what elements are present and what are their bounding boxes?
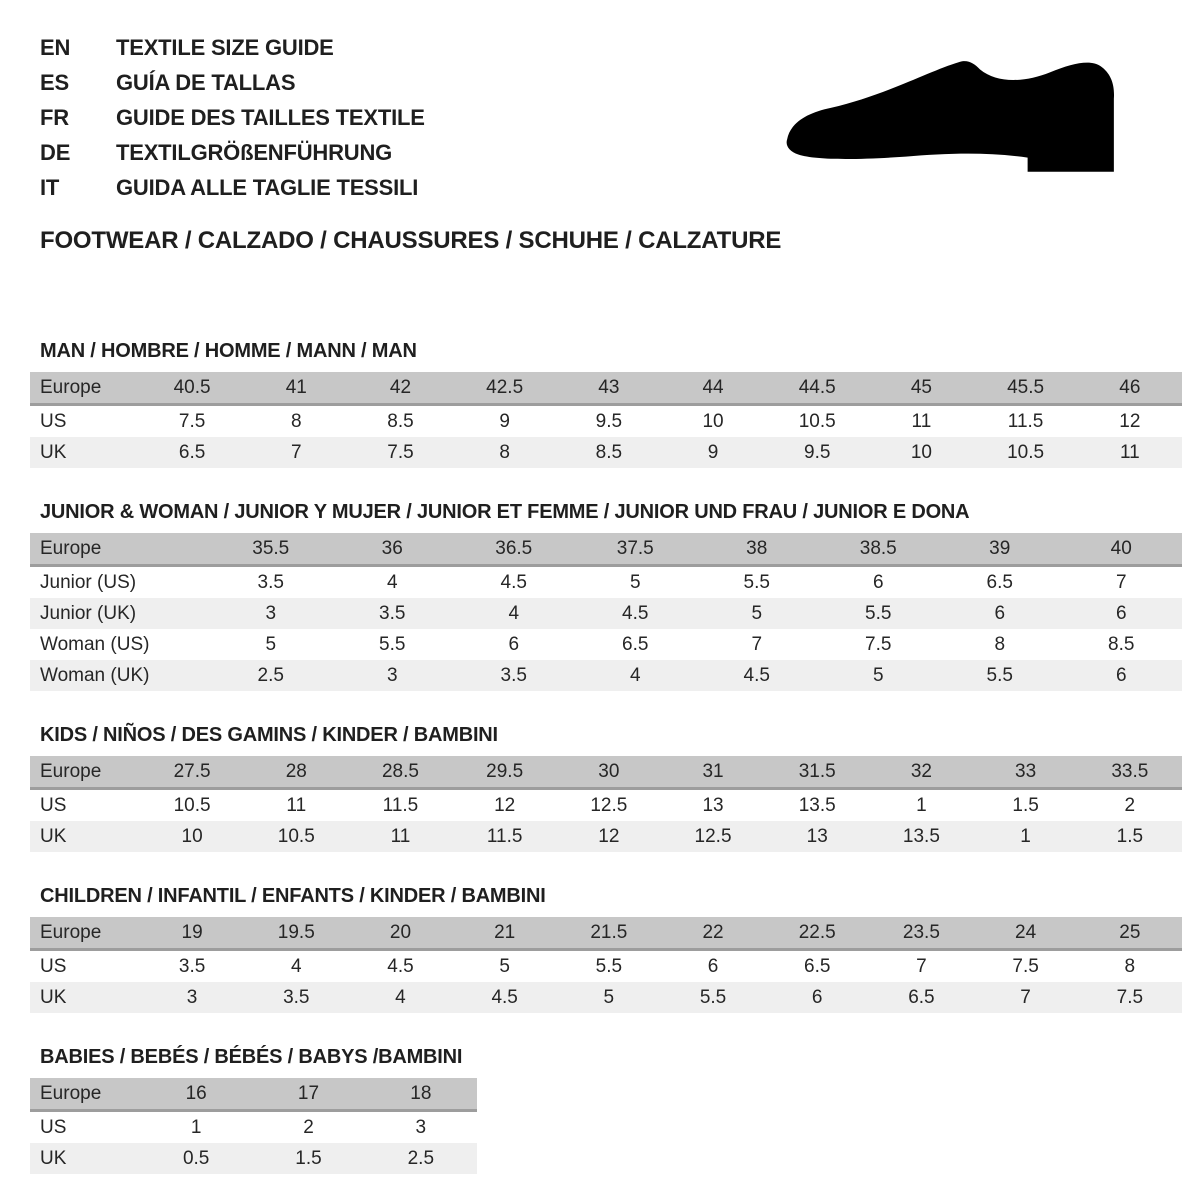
size-cell: 3 — [365, 1111, 477, 1144]
size-cell: 28.5 — [348, 756, 452, 789]
row-label: US — [30, 789, 140, 822]
size-cell: 27.5 — [140, 756, 244, 789]
size-cell: 4 — [332, 566, 454, 599]
size-table-man — [30, 372, 1182, 468]
size-cell: 8 — [453, 437, 557, 468]
section-title: JUNIOR & WOMAN / JUNIOR Y MUJER / JUNIOR ET FEMME / JUNIOR UND FRAU / JUNIOR E DONA — [40, 501, 970, 523]
size-cell: 8.5 — [557, 437, 661, 468]
size-cell: 5 — [453, 950, 557, 983]
size-cell: 13 — [661, 789, 765, 822]
size-cell: 4 — [453, 598, 575, 629]
size-cell: 43 — [557, 372, 661, 405]
size-cell: 7.5 — [1078, 982, 1182, 1013]
row-label: Junior (US) — [30, 566, 210, 599]
size-section-kids — [30, 724, 1200, 852]
language-code: IT — [40, 175, 60, 200]
row-label: Europe — [30, 917, 140, 950]
size-table-babies — [30, 1078, 477, 1174]
size-cell: 7.5 — [974, 950, 1078, 983]
size-cell: 45 — [869, 372, 973, 405]
size-cell: 12.5 — [661, 821, 765, 852]
table-row — [30, 660, 1182, 691]
language-code: FR — [40, 105, 69, 130]
size-cell: 17 — [252, 1078, 364, 1111]
size-cell: 3.5 — [453, 660, 575, 691]
size-cell: 6 — [661, 950, 765, 983]
size-cell: 30 — [557, 756, 661, 789]
size-cell: 5 — [575, 566, 697, 599]
size-cell: 3.5 — [332, 598, 454, 629]
language-guide-title: TEXTILE SIZE GUIDE — [116, 35, 334, 60]
size-cell: 36 — [332, 533, 454, 566]
size-cell: 11.5 — [348, 789, 452, 822]
size-cell: 6.5 — [939, 566, 1061, 599]
size-cell: 7.5 — [140, 405, 244, 438]
size-cell: 1.5 — [252, 1143, 364, 1174]
size-cell: 8 — [1078, 950, 1182, 983]
category-heading: FOOTWEAR / CALZADO / CHAUSSURES / SCHUHE / CALZATURE — [40, 227, 782, 254]
size-cell: 4.5 — [348, 950, 452, 983]
size-cell: 32 — [869, 756, 973, 789]
size-cell: 40.5 — [140, 372, 244, 405]
section-title: KIDS / NIÑOS / DES GAMINS / KINDER / BAMBINI — [40, 724, 498, 746]
size-cell: 3.5 — [140, 950, 244, 983]
size-cell: 11 — [869, 405, 973, 438]
size-cell: 44 — [661, 372, 765, 405]
row-label: UK — [30, 1143, 140, 1174]
size-cell: 21 — [453, 917, 557, 950]
language-guide-title: GUIDE DES TAILLES TEXTILE — [116, 105, 425, 130]
size-cell: 5.5 — [818, 598, 940, 629]
table-row — [30, 982, 1182, 1013]
size-cell: 4.5 — [575, 598, 697, 629]
size-cell: 18 — [365, 1078, 477, 1111]
row-label: Woman (US) — [30, 629, 210, 660]
size-section-children — [30, 885, 1200, 1013]
size-cell: 8 — [939, 629, 1061, 660]
table-row — [30, 950, 1182, 983]
table-row — [30, 1111, 477, 1144]
size-cell: 8.5 — [1061, 629, 1183, 660]
language-guide-title: GUIDA ALLE TAGLIE TESSILI — [116, 175, 419, 200]
row-label: US — [30, 405, 140, 438]
table-row — [30, 789, 1182, 822]
table-header-row — [30, 1078, 477, 1111]
size-cell: 31 — [661, 756, 765, 789]
row-label: Europe — [30, 756, 140, 789]
table-header-row — [30, 533, 1182, 566]
size-cell: 5.5 — [696, 566, 818, 599]
size-cell: 29.5 — [453, 756, 557, 789]
language-guide-title: TEXTILGRÖßENFÜHRUNG — [116, 140, 393, 165]
row-label: UK — [30, 821, 140, 852]
section-title: MAN / HOMBRE / HOMME / MANN / MAN — [40, 340, 417, 362]
table-row — [30, 598, 1182, 629]
size-cell: 39 — [939, 533, 1061, 566]
size-cell: 11 — [348, 821, 452, 852]
table-row — [30, 629, 1182, 660]
size-cell: 42.5 — [453, 372, 557, 405]
size-cell: 35.5 — [210, 533, 332, 566]
size-cell: 9 — [453, 405, 557, 438]
size-cell: 5 — [557, 982, 661, 1013]
size-cell: 12 — [557, 821, 661, 852]
language-code: ES — [40, 70, 69, 95]
table-header-row — [30, 756, 1182, 789]
size-cell: 6 — [1061, 660, 1183, 691]
size-cell: 19.5 — [244, 917, 348, 950]
table-row — [30, 566, 1182, 599]
row-label: Europe — [30, 1078, 140, 1111]
size-cell: 1.5 — [1078, 821, 1182, 852]
size-cell: 38.5 — [818, 533, 940, 566]
size-cell: 13 — [765, 821, 869, 852]
size-cell: 45.5 — [974, 372, 1078, 405]
row-label: US — [30, 1111, 140, 1144]
size-cell: 12 — [1078, 405, 1182, 438]
section-title: BABIES / BEBÉS / BÉBÉS / BABYS /BAMBINI — [40, 1046, 463, 1068]
size-cell: 42 — [348, 372, 452, 405]
size-cell: 7 — [244, 437, 348, 468]
size-cell: 3.5 — [210, 566, 332, 599]
table-header-row — [30, 917, 1182, 950]
size-cell: 3.5 — [244, 982, 348, 1013]
size-tables — [30, 340, 1200, 1174]
size-cell: 13.5 — [765, 789, 869, 822]
size-cell: 6.5 — [765, 950, 869, 983]
size-table-junior-woman — [30, 533, 1182, 691]
size-cell: 23.5 — [869, 917, 973, 950]
size-cell: 28 — [244, 756, 348, 789]
size-cell: 6.5 — [140, 437, 244, 468]
table-row — [30, 405, 1182, 438]
header — [30, 30, 1200, 205]
size-cell: 6 — [939, 598, 1061, 629]
size-cell: 20 — [348, 917, 452, 950]
language-guide-title: GUÍA DE TALLAS — [116, 70, 296, 95]
size-cell: 7.5 — [818, 629, 940, 660]
size-cell: 12 — [453, 789, 557, 822]
size-cell: 38 — [696, 533, 818, 566]
size-cell: 22 — [661, 917, 765, 950]
size-cell: 24 — [974, 917, 1078, 950]
size-cell: 7 — [869, 950, 973, 983]
size-cell: 11 — [1078, 437, 1182, 468]
size-cell: 1 — [869, 789, 973, 822]
size-table-kids — [30, 756, 1182, 852]
size-cell: 6 — [1061, 598, 1183, 629]
size-cell: 10.5 — [765, 405, 869, 438]
size-cell: 31.5 — [765, 756, 869, 789]
size-cell: 2 — [252, 1111, 364, 1144]
size-cell: 3 — [140, 982, 244, 1013]
row-label: Woman (UK) — [30, 660, 210, 691]
language-code: DE — [40, 140, 71, 165]
table-row — [30, 821, 1182, 852]
table-row — [30, 437, 1182, 468]
size-cell: 33 — [974, 756, 1078, 789]
size-cell: 44.5 — [765, 372, 869, 405]
size-cell: 1 — [140, 1111, 252, 1144]
size-cell: 11 — [244, 789, 348, 822]
section-title: CHILDREN / INFANTIL / ENFANTS / KINDER / BAMBINI — [40, 885, 546, 907]
size-cell: 11.5 — [974, 405, 1078, 438]
size-cell: 5.5 — [332, 629, 454, 660]
size-cell: 7 — [974, 982, 1078, 1013]
size-cell: 11.5 — [453, 821, 557, 852]
size-cell: 8.5 — [348, 405, 452, 438]
size-cell: 19 — [140, 917, 244, 950]
size-cell: 2.5 — [210, 660, 332, 691]
size-cell: 36.5 — [453, 533, 575, 566]
size-cell: 5.5 — [557, 950, 661, 983]
size-cell: 3 — [332, 660, 454, 691]
size-cell: 46 — [1078, 372, 1182, 405]
size-cell: 1 — [974, 821, 1078, 852]
size-cell: 41 — [244, 372, 348, 405]
row-label: UK — [30, 982, 140, 1013]
row-label: US — [30, 950, 140, 983]
size-cell: 0.5 — [140, 1143, 252, 1174]
size-cell: 6.5 — [869, 982, 973, 1013]
size-cell: 9.5 — [557, 405, 661, 438]
size-cell: 2 — [1078, 789, 1182, 822]
size-cell: 5 — [818, 660, 940, 691]
size-cell: 10 — [869, 437, 973, 468]
size-cell: 6 — [453, 629, 575, 660]
size-cell: 4.5 — [453, 982, 557, 1013]
table-row — [30, 1143, 477, 1174]
size-cell: 6.5 — [575, 629, 697, 660]
size-section-man — [30, 340, 1200, 468]
size-cell: 4 — [348, 982, 452, 1013]
size-cell: 3 — [210, 598, 332, 629]
size-cell: 7.5 — [348, 437, 452, 468]
size-cell: 7 — [696, 629, 818, 660]
size-cell: 6 — [765, 982, 869, 1013]
size-cell: 5 — [210, 629, 332, 660]
size-cell: 9 — [661, 437, 765, 468]
size-section-babies — [30, 1046, 1200, 1174]
size-cell: 6 — [818, 566, 940, 599]
size-cell: 8 — [244, 405, 348, 438]
row-label: UK — [30, 437, 140, 468]
size-cell: 1.5 — [974, 789, 1078, 822]
size-cell: 22.5 — [765, 917, 869, 950]
size-cell: 10.5 — [140, 789, 244, 822]
table-header-row — [30, 372, 1182, 405]
row-label: Europe — [30, 372, 140, 405]
size-cell: 37.5 — [575, 533, 697, 566]
size-cell: 4 — [575, 660, 697, 691]
size-cell: 5.5 — [939, 660, 1061, 691]
size-cell: 4 — [244, 950, 348, 983]
size-cell: 10 — [140, 821, 244, 852]
size-cell: 2.5 — [365, 1143, 477, 1174]
size-cell: 33.5 — [1078, 756, 1182, 789]
size-cell: 5 — [696, 598, 818, 629]
row-label: Junior (UK) — [30, 598, 210, 629]
size-cell: 5.5 — [661, 982, 765, 1013]
size-cell: 16 — [140, 1078, 252, 1111]
row-label: Europe — [30, 533, 210, 566]
size-cell: 7 — [1061, 566, 1183, 599]
language-code: EN — [40, 35, 71, 60]
size-cell: 10.5 — [244, 821, 348, 852]
shoe-silhouette-icon — [778, 52, 1123, 180]
size-table-children — [30, 917, 1182, 1013]
size-cell: 9.5 — [765, 437, 869, 468]
size-cell: 4.5 — [696, 660, 818, 691]
size-cell: 10 — [661, 405, 765, 438]
size-cell: 21.5 — [557, 917, 661, 950]
size-cell: 4.5 — [453, 566, 575, 599]
size-cell: 13.5 — [869, 821, 973, 852]
size-cell: 25 — [1078, 917, 1182, 950]
size-cell: 40 — [1061, 533, 1183, 566]
size-cell: 12.5 — [557, 789, 661, 822]
size-cell: 10.5 — [974, 437, 1078, 468]
size-section-junior-woman — [30, 501, 1200, 691]
